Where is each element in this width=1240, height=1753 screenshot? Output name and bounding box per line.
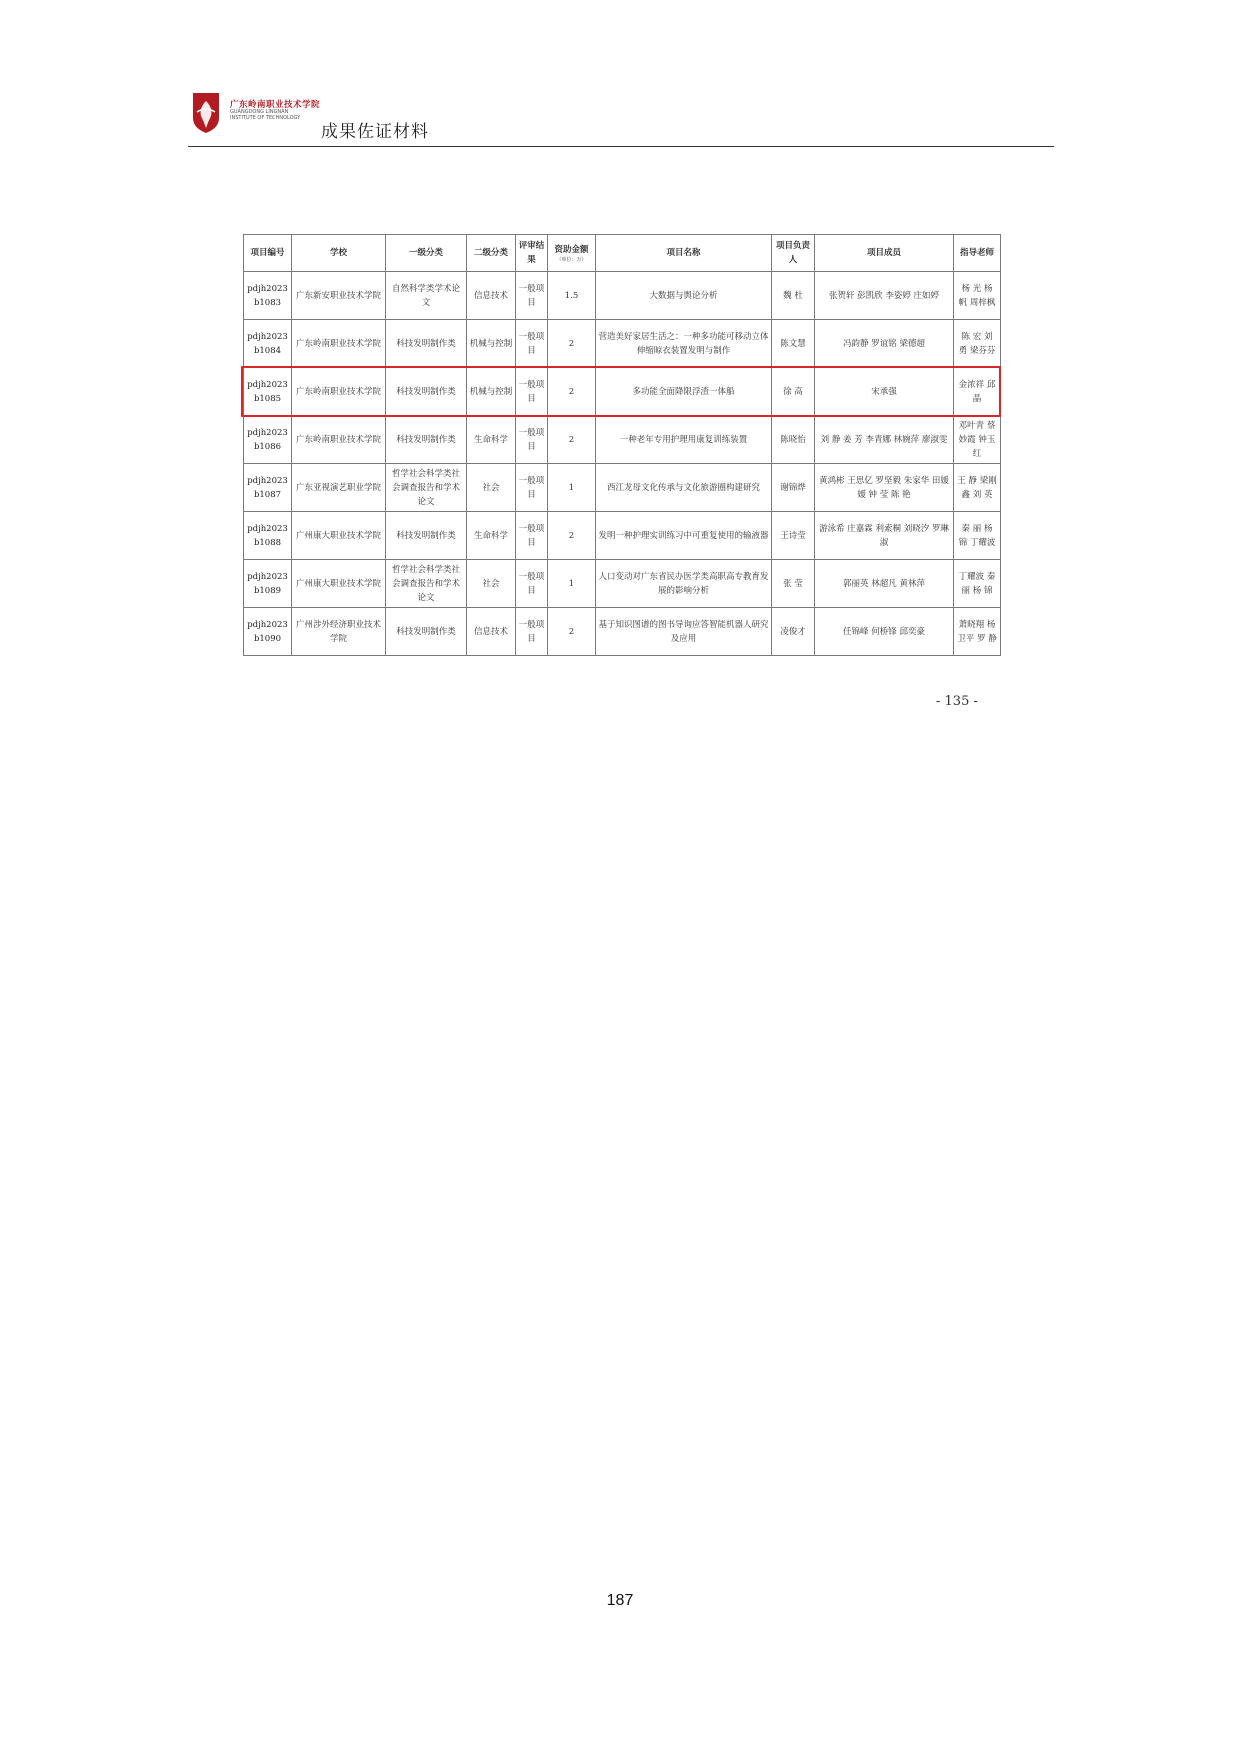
column-header: 学校: [292, 235, 386, 272]
cell-members: 游泳希 庄嘉霖 利索桐 刘晓汐 罗琳淑: [815, 512, 954, 560]
cell-name: 多功能全面降限浮渣一体船: [596, 368, 772, 416]
cell-code: pdjh2023 b1090: [244, 608, 292, 656]
column-header: 一级分类: [386, 235, 467, 272]
cell-cat2: 生命科学: [467, 512, 516, 560]
column-header-label: 资助金额: [554, 244, 589, 255]
cell-leader: 王诗莹: [772, 512, 815, 560]
cell-result: 一般项目: [516, 320, 548, 368]
cell-school: 广州康大职业技术学院: [292, 560, 386, 608]
cell-amount: 2: [548, 512, 596, 560]
cell-leader: 凌俊才: [772, 608, 815, 656]
cell-leader: 陈晓怡: [772, 416, 815, 464]
cell-school: 广东岭南职业技术学院: [292, 320, 386, 368]
column-header: 二级分类: [467, 235, 516, 272]
cell-result: 一般项目: [516, 272, 548, 320]
cell-leader: 陈文慧: [772, 320, 815, 368]
header-title: 成果佐证材料: [321, 122, 429, 142]
school-name-cn: 广东岭南职业技术学院: [230, 100, 321, 110]
cell-members: 黄鸿彬 王思亿 罗坚毅 朱家华 田媛媛 钟 莹 陈 艳: [815, 464, 954, 512]
cell-cat1: 自然科学类学术论文: [386, 272, 467, 320]
cell-cat1: 科技发明制作类: [386, 608, 467, 656]
cell-school: 广州康大职业技术学院: [292, 512, 386, 560]
cell-cat1: 科技发明制作类: [386, 320, 467, 368]
cell-code: pdjh2023 b1085: [244, 368, 292, 416]
cell-school: 广东岭南职业技术学院: [292, 368, 386, 416]
cell-cat2: 信息技术: [467, 272, 516, 320]
table-row: [244, 368, 1001, 416]
cell-members: 张贺轩 彭凯欣 李姿婷 庄如婷: [815, 272, 954, 320]
cell-amount: 2: [548, 368, 596, 416]
cell-result: 一般项目: [516, 368, 548, 416]
cell-result: 一般项目: [516, 512, 548, 560]
cell-name: 一种老年专用护理用康复训练装置: [596, 416, 772, 464]
cell-members: 任锦峰 何桥锋 邱奕豪: [815, 608, 954, 656]
cell-code: pdjh2023 b1083: [244, 272, 292, 320]
cell-name: 西江龙母文化传承与文化旅游圈构建研究: [596, 464, 772, 512]
cell-leader: 徐 高: [772, 368, 815, 416]
cell-leader: 魏 杜: [772, 272, 815, 320]
cell-code: pdjh2023 b1088: [244, 512, 292, 560]
cell-name: 大数据与舆论分析: [596, 272, 772, 320]
school-name-en: GUANGDONG LINGNAN INSTITUTE OF TECHNOLOGY: [230, 109, 301, 121]
document-header: [188, 86, 1054, 147]
cell-members: 刘 静 姜 芳 李青娜 林婉萍 廖淑雯: [815, 416, 954, 464]
cell-cat1: 哲学社会科学类社会调查报告和学术论文: [386, 464, 467, 512]
cell-result: 一般项目: [516, 416, 548, 464]
cell-advisor: 陈 宏 刘 勇 梁芬芬: [954, 320, 1001, 368]
amount-unit: （单位：万）: [556, 256, 587, 263]
table-row: [244, 272, 1001, 320]
cell-code: pdjh2023 b1086: [244, 416, 292, 464]
inner-page-number: - 135 -: [936, 694, 978, 709]
cell-advisor: 丁耀波 秦 丽 杨 锦: [954, 560, 1001, 608]
column-header-amount: [548, 235, 596, 272]
cell-cat2: 生命科学: [467, 416, 516, 464]
project-table: [243, 234, 1001, 656]
cell-code: pdjh2023 b1087: [244, 464, 292, 512]
column-header: 评审结果: [516, 235, 548, 272]
cell-amount: 2: [548, 608, 596, 656]
cell-cat1: 科技发明制作类: [386, 416, 467, 464]
cell-amount: 2: [548, 416, 596, 464]
column-header: 项目负责人: [772, 235, 815, 272]
cell-school: 广州涉外经济职业技术学院: [292, 608, 386, 656]
cell-cat2: 社会: [467, 560, 516, 608]
cell-school: 广东新安职业技术学院: [292, 272, 386, 320]
table-row: [244, 608, 1001, 656]
cell-advisor: 邓叶青 蔡妙霞 钟玉红: [954, 416, 1001, 464]
cell-leader: 谢锦烨: [772, 464, 815, 512]
cell-advisor: 秦 丽 杨 锦 丁耀波: [954, 512, 1001, 560]
table-row: [244, 320, 1001, 368]
cell-school: 广东亚视演艺职业学院: [292, 464, 386, 512]
cell-advisor: 金浓祥 邱 晶: [954, 368, 1001, 416]
cell-cat1: 科技发明制作类: [386, 512, 467, 560]
cell-code: pdjh2023 b1084: [244, 320, 292, 368]
table-header-row: [244, 235, 1001, 272]
cell-result: 一般项目: [516, 560, 548, 608]
column-header: 项目名称: [596, 235, 772, 272]
cell-amount: 1: [548, 560, 596, 608]
cell-members: 冯韵静 罗谊铭 梁德超: [815, 320, 954, 368]
cell-cat2: 机械与控制: [467, 368, 516, 416]
table-row: [244, 560, 1001, 608]
cell-cat1: 哲学社会科学类社会调查报告和学术论文: [386, 560, 467, 608]
table-row: [244, 464, 1001, 512]
cell-advisor: 萧晓翔 杨卫平 罗 静: [954, 608, 1001, 656]
page-number: 187: [606, 1592, 634, 1609]
cell-members: 宋承强: [815, 368, 954, 416]
cell-amount: 2: [548, 320, 596, 368]
cell-name: 基于知识图谱的图书导询应答智能机器人研究及应用: [596, 608, 772, 656]
column-header: 项目编号: [244, 235, 292, 272]
cell-cat2: 信息技术: [467, 608, 516, 656]
cell-name: 发明一种护理实训练习中可重复使用的输液器: [596, 512, 772, 560]
cell-amount: 1.5: [548, 272, 596, 320]
cell-school: 广东岭南职业技术学院: [292, 416, 386, 464]
school-logo-icon: [192, 92, 220, 134]
column-header: 指导老师: [954, 235, 1001, 272]
cell-advisor: 王 静 梁刚鑫 刘 英: [954, 464, 1001, 512]
cell-cat2: 社会: [467, 464, 516, 512]
cell-cat1: 科技发明制作类: [386, 368, 467, 416]
cell-name: 营造美好家居生活之：一种多功能可移动立体伸缩晾衣装置发明与制作: [596, 320, 772, 368]
cell-advisor: 杨 光 杨 帆 周梓枫: [954, 272, 1001, 320]
cell-leader: 张 莹: [772, 560, 815, 608]
cell-result: 一般项目: [516, 464, 548, 512]
column-header: 项目成员: [815, 235, 954, 272]
cell-amount: 1: [548, 464, 596, 512]
table-row: [244, 512, 1001, 560]
table-row: [244, 416, 1001, 464]
cell-members: 郭丽英 林超凡 黄林萍: [815, 560, 954, 608]
project-table-wrapper: [243, 234, 1000, 656]
cell-cat2: 机械与控制: [467, 320, 516, 368]
cell-name: 人口变动对广东省民办医学类高职高专教育发展的影响分析: [596, 560, 772, 608]
cell-code: pdjh2023 b1089: [244, 560, 292, 608]
cell-result: 一般项目: [516, 608, 548, 656]
